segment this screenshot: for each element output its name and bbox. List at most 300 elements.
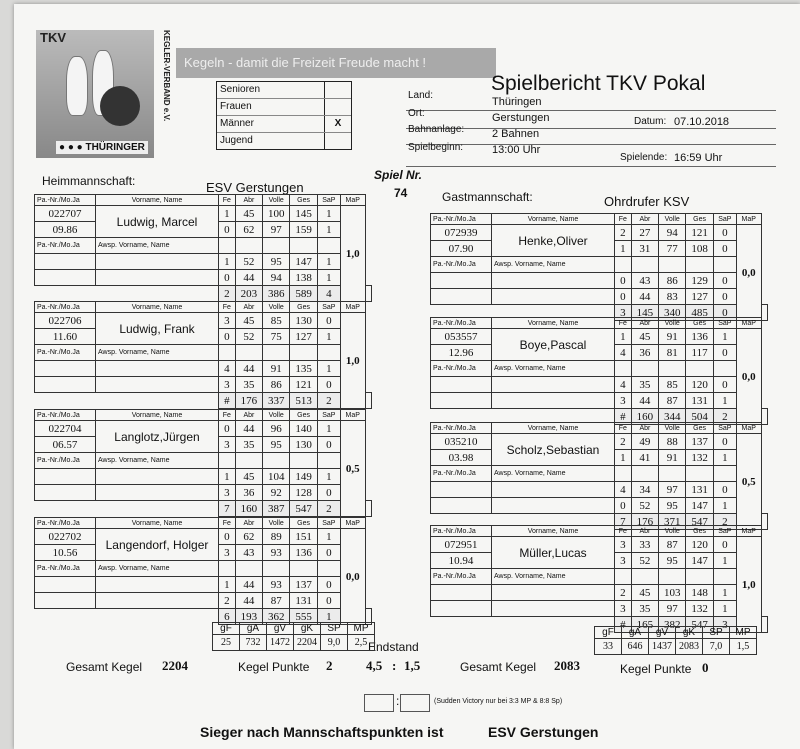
totals-header: MP xyxy=(730,627,757,639)
player-block xyxy=(34,301,372,409)
col-header: Ges xyxy=(686,214,713,225)
endstand-guest: 1,5 xyxy=(404,658,421,673)
score-cell: 81 xyxy=(659,345,686,361)
score-cell: 96 xyxy=(263,421,290,437)
col-header: MaP xyxy=(736,526,761,537)
sum-cell: 589 xyxy=(290,286,317,302)
totals-value: 1,5 xyxy=(730,639,757,655)
ball-icon xyxy=(100,86,140,126)
empty-cell xyxy=(431,585,492,601)
pa-label: Pa.-Nr./Mo.Ja xyxy=(35,302,96,313)
score-cell: 44 xyxy=(631,289,658,305)
score-cell: 138 xyxy=(290,270,317,286)
score-cell: 35 xyxy=(631,601,658,617)
player-block xyxy=(430,422,768,530)
sum-cell: 485 xyxy=(686,305,713,321)
col-header: Volle xyxy=(263,302,290,313)
col-header: MaP xyxy=(340,518,365,529)
score-cell: 89 xyxy=(263,529,290,545)
score-cell: 43 xyxy=(235,545,262,561)
score-cell: 129 xyxy=(686,273,713,289)
empty-cell xyxy=(431,601,492,617)
empty-cell xyxy=(317,453,340,469)
score-cell: 62 xyxy=(235,529,262,545)
score-cell: 137 xyxy=(686,434,713,450)
score-cell: 1 xyxy=(317,270,340,286)
pass-number: 022707 xyxy=(35,206,96,222)
endstand-home: 4,5 xyxy=(366,658,383,673)
score-cell: 1 xyxy=(317,222,340,238)
sum-cell: 504 xyxy=(686,409,713,425)
totals-header: gF xyxy=(213,623,240,635)
score-cell: 0 xyxy=(615,289,632,305)
sum-cell: 6 xyxy=(219,609,236,625)
pin-icon xyxy=(66,56,88,116)
player-block xyxy=(430,525,768,633)
empty-cell xyxy=(35,270,96,286)
sum-cell: 387 xyxy=(263,501,290,517)
category-box xyxy=(216,81,352,150)
empty-cell xyxy=(761,617,767,633)
pa-label: Pa.-Nr./Mo.Ja xyxy=(431,214,492,225)
score-cell: 3 xyxy=(219,377,236,393)
empty-cell xyxy=(686,361,713,377)
score-cell: 127 xyxy=(290,329,317,345)
totals-value: 1437 xyxy=(649,639,676,655)
score-cell: 45 xyxy=(235,313,262,329)
home-gesamt-value: 2204 xyxy=(162,658,188,673)
score-cell: 91 xyxy=(263,361,290,377)
birth-month: 09.86 xyxy=(35,222,96,238)
score-cell: 41 xyxy=(631,450,658,466)
col-header: Volle xyxy=(659,214,686,225)
score-cell: 147 xyxy=(686,553,713,569)
score-cell: 1 xyxy=(317,469,340,485)
score-cell: 0 xyxy=(317,593,340,609)
col-header: Volle xyxy=(659,526,686,537)
map-value: 1,0 xyxy=(736,537,761,633)
player-block xyxy=(430,213,768,321)
empty-cell xyxy=(263,561,290,577)
category-jugend: Jugend xyxy=(220,135,253,146)
sum-cell: # xyxy=(615,409,632,425)
score-cell: 3 xyxy=(615,553,632,569)
awsp-label: Awsp. Vorname, Name xyxy=(96,345,219,361)
empty-cell xyxy=(365,286,371,302)
empty-cell xyxy=(492,273,615,289)
empty-cell xyxy=(659,257,686,273)
score-cell: 4 xyxy=(615,482,632,498)
totals-header: gA xyxy=(240,623,267,635)
awsp-label: Awsp. Vorname, Name xyxy=(492,361,615,377)
score-cell: 131 xyxy=(290,593,317,609)
score-cell: 128 xyxy=(290,485,317,501)
score-cell: 145 xyxy=(290,206,317,222)
empty-cell xyxy=(686,257,713,273)
empty-cell xyxy=(35,501,219,517)
pass-number: 072951 xyxy=(431,537,492,553)
col-header: SaP xyxy=(317,302,340,313)
score-cell: 87 xyxy=(659,537,686,553)
score-cell: 136 xyxy=(290,545,317,561)
winner-text: Sieger nach Mannschaftspunkten ist xyxy=(200,724,444,740)
awsp-label: Awsp. Vorname, Name xyxy=(492,569,615,585)
empty-cell xyxy=(35,393,219,409)
col-header: MaP xyxy=(736,423,761,434)
empty-cell xyxy=(659,466,686,482)
score-cell: 0 xyxy=(219,270,236,286)
empty-cell xyxy=(35,469,96,485)
sum-cell: 344 xyxy=(659,409,686,425)
winner-team: ESV Gerstungen xyxy=(488,724,599,740)
empty-cell xyxy=(35,593,96,609)
totals-value: 646 xyxy=(622,639,649,655)
score-cell: 35 xyxy=(631,377,658,393)
col-header: Ges xyxy=(686,526,713,537)
score-cell: 52 xyxy=(235,254,262,270)
guest-punkte-value: 0 xyxy=(702,660,709,675)
map-value: 1,0 xyxy=(340,206,365,302)
pa-label: Pa.-Nr./Mo.Ja xyxy=(431,361,492,377)
score-cell: 34 xyxy=(631,482,658,498)
score-cell: 137 xyxy=(290,577,317,593)
pa-label: Pa.-Nr./Mo.Ja xyxy=(431,466,492,482)
category-senioren: Senioren xyxy=(220,84,261,95)
vorname-label: Vorname, Name xyxy=(492,423,615,434)
empty-cell xyxy=(431,617,615,633)
empty-cell xyxy=(235,345,262,361)
birth-month: 10.56 xyxy=(35,545,96,561)
score-cell: 36 xyxy=(235,485,262,501)
score-cell: 85 xyxy=(263,313,290,329)
datum-value: 07.10.2018 xyxy=(674,116,730,128)
score-cell: 3 xyxy=(615,393,632,409)
score-cell: 1 xyxy=(713,585,736,601)
col-header: Ges xyxy=(686,423,713,434)
score-cell: 3 xyxy=(219,485,236,501)
map-value: 0,0 xyxy=(340,529,365,625)
col-header: SaP xyxy=(317,410,340,421)
ort-value: Gerstungen xyxy=(492,112,550,124)
score-cell: 0 xyxy=(317,577,340,593)
empty-cell xyxy=(96,485,219,501)
score-cell: 97 xyxy=(263,222,290,238)
endstand-label: Endstand xyxy=(368,640,419,654)
vorname-label: Vorname, Name xyxy=(96,302,219,313)
sum-cell: 3 xyxy=(713,617,736,633)
score-cell: 131 xyxy=(686,482,713,498)
sudden-victory-guest-box xyxy=(400,694,430,712)
score-cell: 1 xyxy=(219,254,236,270)
vorname-label: Vorname, Name xyxy=(96,518,219,529)
spiel-nr: 74 xyxy=(394,186,408,200)
score-cell: 100 xyxy=(263,206,290,222)
score-cell: 1 xyxy=(615,450,632,466)
sum-cell: 547 xyxy=(290,501,317,517)
empty-cell xyxy=(35,286,219,302)
totals-value: 7,0 xyxy=(703,639,730,655)
col-header: Abr xyxy=(235,195,262,206)
empty-cell xyxy=(35,254,96,270)
score-cell: 95 xyxy=(263,437,290,453)
empty-cell xyxy=(713,361,736,377)
logo-title: TKV xyxy=(40,30,66,45)
category-maenner: Männer xyxy=(220,118,254,129)
pass-number: 022706 xyxy=(35,313,96,329)
col-header: Fe xyxy=(615,423,632,434)
empty-cell xyxy=(96,254,219,270)
score-cell: 35 xyxy=(235,377,262,393)
map-value: 0,5 xyxy=(736,434,761,530)
score-cell: 0 xyxy=(219,529,236,545)
col-header: SaP xyxy=(713,318,736,329)
map-value: 1,0 xyxy=(340,313,365,409)
col-header: Volle xyxy=(659,318,686,329)
player-block xyxy=(34,409,372,517)
col-header: Abr xyxy=(235,518,262,529)
score-cell: 1 xyxy=(317,421,340,437)
empty-cell xyxy=(431,498,492,514)
empty-cell xyxy=(219,238,236,254)
empty-cell xyxy=(631,569,658,585)
score-sheet xyxy=(14,4,800,749)
tkv-logo xyxy=(36,30,154,158)
vorname-label: Vorname, Name xyxy=(492,214,615,225)
totals-value: 9,0 xyxy=(321,635,348,651)
score-cell: 62 xyxy=(235,222,262,238)
empty-cell xyxy=(686,569,713,585)
sum-cell: 203 xyxy=(235,286,262,302)
score-cell: 86 xyxy=(659,273,686,289)
empty-cell xyxy=(35,361,96,377)
sum-cell: 547 xyxy=(686,514,713,530)
score-cell: 44 xyxy=(235,577,262,593)
score-cell: 4 xyxy=(219,361,236,377)
score-cell: 0 xyxy=(219,421,236,437)
col-header: MaP xyxy=(736,318,761,329)
score-cell: 0 xyxy=(713,273,736,289)
col-header: Ges xyxy=(290,410,317,421)
empty-cell xyxy=(492,377,615,393)
score-cell: 94 xyxy=(659,225,686,241)
col-header: Abr xyxy=(631,423,658,434)
player-name: Ludwig, Marcel xyxy=(96,206,219,238)
guest-label: Gastmannschaft: xyxy=(442,190,533,204)
pass-number: 053557 xyxy=(431,329,492,345)
sum-cell: 2 xyxy=(317,501,340,517)
awsp-label: Awsp. Vorname, Name xyxy=(96,561,219,577)
vorname-label: Vorname, Name xyxy=(96,410,219,421)
logo-subtitle: ● ● ● THÜRINGER xyxy=(56,141,148,154)
score-cell: 0 xyxy=(713,482,736,498)
page-title: Spielbericht TKV Pokal xyxy=(491,72,706,95)
col-header: MaP xyxy=(340,195,365,206)
endstand-sep: : xyxy=(392,658,397,673)
score-cell: 1 xyxy=(713,329,736,345)
score-cell: 135 xyxy=(290,361,317,377)
score-cell: 130 xyxy=(290,437,317,453)
score-cell: 121 xyxy=(290,377,317,393)
score-cell: 0 xyxy=(713,225,736,241)
totals-header: MP xyxy=(348,623,375,635)
score-cell: 0 xyxy=(317,377,340,393)
home-gesamt-label: Gesamt Kegel xyxy=(66,660,143,674)
col-header: Volle xyxy=(659,423,686,434)
score-cell: 77 xyxy=(659,241,686,257)
score-cell: 91 xyxy=(659,329,686,345)
score-cell: 103 xyxy=(659,585,686,601)
sum-cell: 3 xyxy=(615,305,632,321)
sum-cell: # xyxy=(615,617,632,633)
empty-cell xyxy=(492,482,615,498)
score-cell: 87 xyxy=(659,393,686,409)
score-cell: 1 xyxy=(219,469,236,485)
score-cell: 27 xyxy=(631,225,658,241)
empty-cell xyxy=(659,361,686,377)
col-header: MaP xyxy=(340,410,365,421)
score-cell: 1 xyxy=(713,553,736,569)
score-cell: 151 xyxy=(290,529,317,545)
score-cell: 45 xyxy=(235,206,262,222)
score-cell: 1 xyxy=(317,361,340,377)
score-cell: 44 xyxy=(235,270,262,286)
totals-header: gV xyxy=(267,623,294,635)
empty-cell xyxy=(96,593,219,609)
score-cell: 97 xyxy=(659,482,686,498)
empty-cell xyxy=(713,466,736,482)
empty-cell xyxy=(492,585,615,601)
awsp-label: Awsp. Vorname, Name xyxy=(96,453,219,469)
score-cell: 31 xyxy=(631,241,658,257)
col-header: Volle xyxy=(263,518,290,529)
score-cell: 44 xyxy=(631,393,658,409)
vorname-label: Vorname, Name xyxy=(96,195,219,206)
score-cell: 45 xyxy=(631,585,658,601)
score-cell: 91 xyxy=(659,450,686,466)
score-cell: 4 xyxy=(615,377,632,393)
empty-cell xyxy=(317,345,340,361)
bahn-value: 2 Bahnen xyxy=(492,128,540,140)
sum-cell: 513 xyxy=(290,393,317,409)
score-cell: 0 xyxy=(713,377,736,393)
empty-cell xyxy=(615,569,632,585)
player-name: Henke,Oliver xyxy=(492,225,615,257)
sudden-victory-sep: : xyxy=(396,694,400,708)
empty-cell xyxy=(235,561,262,577)
empty-cell xyxy=(365,393,371,409)
totals-value: 33 xyxy=(595,639,622,655)
pass-number: 072939 xyxy=(431,225,492,241)
vorname-label: Vorname, Name xyxy=(492,526,615,537)
guest-punkte-label: Kegel Punkte xyxy=(620,662,692,676)
birth-month: 11.60 xyxy=(35,329,96,345)
awsp-label: Awsp. Vorname, Name xyxy=(492,257,615,273)
player-name: Langendorf, Holger xyxy=(96,529,219,561)
score-cell: 0 xyxy=(713,434,736,450)
empty-cell xyxy=(235,238,262,254)
sudden-victory-home-box xyxy=(364,694,394,712)
sum-cell: 340 xyxy=(659,305,686,321)
empty-cell xyxy=(492,601,615,617)
empty-cell xyxy=(713,569,736,585)
empty-cell xyxy=(631,466,658,482)
totals-header: gF xyxy=(595,627,622,639)
empty-cell xyxy=(615,361,632,377)
empty-cell xyxy=(431,377,492,393)
score-cell: 121 xyxy=(686,225,713,241)
col-header: Volle xyxy=(263,195,290,206)
empty-cell xyxy=(431,273,492,289)
pa-label: Pa.-Nr./Mo.Ja xyxy=(35,518,96,529)
empty-cell xyxy=(96,577,219,593)
score-cell: 1 xyxy=(317,529,340,545)
score-cell: 83 xyxy=(659,289,686,305)
score-cell: 2 xyxy=(615,585,632,601)
empty-cell xyxy=(492,289,615,305)
score-cell: 88 xyxy=(659,434,686,450)
score-cell: 147 xyxy=(290,254,317,270)
score-cell: 93 xyxy=(263,577,290,593)
col-header: Fe xyxy=(615,318,632,329)
totals-header: gK xyxy=(676,627,703,639)
datum-label: Datum: xyxy=(634,116,667,127)
score-cell: 3 xyxy=(615,537,632,553)
pa-label: Pa.-Nr./Mo.Ja xyxy=(35,410,96,421)
col-header: SaP xyxy=(317,195,340,206)
col-header: Fe xyxy=(219,302,236,313)
empty-cell xyxy=(365,501,371,517)
sum-cell: 145 xyxy=(631,305,658,321)
empty-cell xyxy=(615,257,632,273)
birth-month: 03.98 xyxy=(431,450,492,466)
player-name: Ludwig, Frank xyxy=(96,313,219,345)
col-header: Ges xyxy=(290,518,317,529)
empty-cell xyxy=(615,466,632,482)
score-cell: 3 xyxy=(219,313,236,329)
empty-cell xyxy=(35,485,96,501)
sum-cell: 7 xyxy=(219,501,236,517)
empty-cell xyxy=(235,453,262,469)
score-cell: 0 xyxy=(317,545,340,561)
col-header: MaP xyxy=(340,302,365,313)
score-cell: 148 xyxy=(686,585,713,601)
empty-cell xyxy=(96,361,219,377)
empty-cell xyxy=(263,238,290,254)
col-header: Ges xyxy=(290,302,317,313)
score-cell: 147 xyxy=(686,498,713,514)
empty-cell xyxy=(686,466,713,482)
category-mark: X xyxy=(324,116,351,132)
score-cell: 97 xyxy=(659,601,686,617)
score-cell: 130 xyxy=(290,313,317,329)
score-cell: 0 xyxy=(317,485,340,501)
sum-cell: 176 xyxy=(235,393,262,409)
score-cell: 0 xyxy=(615,273,632,289)
score-cell: 108 xyxy=(686,241,713,257)
pa-label: Pa.-Nr./Mo.Ja xyxy=(35,195,96,206)
empty-cell xyxy=(317,561,340,577)
score-cell: 75 xyxy=(263,329,290,345)
pa-label: Pa.-Nr./Mo.Ja xyxy=(431,423,492,434)
col-header: Ges xyxy=(290,195,317,206)
team-totals xyxy=(594,626,757,655)
home-punkte-label: Kegel Punkte xyxy=(238,660,310,674)
col-header: SaP xyxy=(713,214,736,225)
score-cell: 0 xyxy=(615,498,632,514)
score-cell: 1 xyxy=(615,241,632,257)
score-cell: 1 xyxy=(317,329,340,345)
score-cell: 44 xyxy=(235,593,262,609)
